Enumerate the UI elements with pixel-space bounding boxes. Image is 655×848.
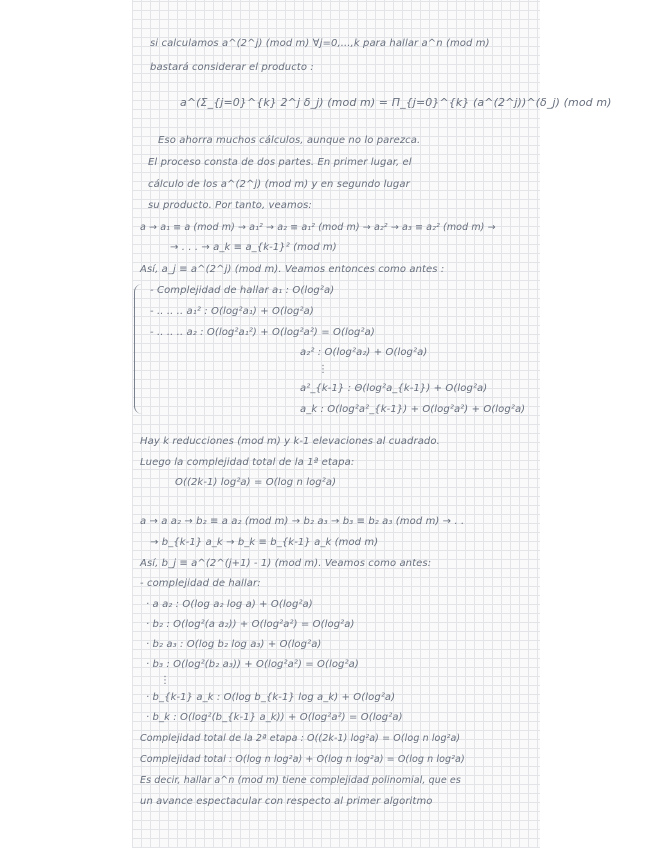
note-line: Luego la complejidad total de la 1ª etapa: [140,457,355,468]
right-margin [540,0,655,848]
note-line: → . . . → a_k ≡ a_{k-1}² (mod m) [170,242,337,253]
note-line: si calculamos a^(2^j) (mod m) ∀j=0,...,k para hallar a^n (mod m) [150,38,490,49]
note-line: bastará considerar el producto : [150,62,314,73]
note-line: - .. .. .. a₂ : O(log²a₁²) + O(log²a²) = O(log²a) [150,327,375,338]
note-line: - Complejidad de hallar a₁ : O(log²a) [150,285,335,296]
note-line: El proceso consta de dos partes. En primer lugar, el [148,157,412,168]
note-line: Hay k reducciones (mod m) y k-1 elevaciones al cuadrado. [140,436,440,447]
note-line: a → a₁ ≡ a (mod m) → a₁² → a₂ ≡ a₁² (mod m) → a₂² → a₃ ≡ a₂² (mod m) → [140,222,496,233]
note-line: Eso ahorra muchos cálculos, aunque no lo parezca. [158,135,421,146]
note-line: → b_{k-1} a_k → b_k ≡ b_{k-1} a_k (mod m) [150,537,379,548]
note-line: · b_k : O(log²(b_{k-1} a_k)) + O(log²a²) = O(log²a) [146,712,403,723]
left-margin [0,0,132,848]
note-line: · b_{k-1} a_k : O(log b_{k-1} log a_k) + O(log²a) [146,692,396,703]
vertical-dots: ⋮ [160,675,171,686]
note-line: a₂² : O(log²a₂) + O(log²a) [300,347,428,358]
vertical-dots: ⋮ [318,364,329,375]
note-line: - complejidad de hallar: [140,578,261,589]
note-line: su producto. Por tanto, veamos: [148,200,312,211]
note-line: a_k : O(log²a²_{k-1}) + O(log²a²) + O(log²a) [300,404,526,415]
note-line: cálculo de los a^(2^j) (mod m) y en segundo lugar [148,179,410,190]
note-line: - .. .. .. a₁² : O(log²a₁) + O(log²a) [150,306,314,317]
note-line: · a a₂ : O(log a₂ log a) + O(log²a) [146,599,313,610]
note-line: Así, b_j ≡ a^(2^(j+1) - 1) (mod m). Veamos como antes: [140,558,432,569]
note-line: a → a a₂ → b₂ ≡ a a₂ (mod m) → b₂ a₃ → b₃ ≡ b₂ a₃ (mod m) → . . [140,516,465,527]
note-line: Así, a_j ≡ a^(2^j) (mod m). Veamos entonces como antes : [140,264,445,275]
note-line: · b₂ a₃ : O(log b₂ log a₃) + O(log²a) [146,639,322,650]
note-line: · b₂ : O(log²(a a₂)) + O(log²a²) = O(log²a) [146,619,355,630]
note-line: Es decir, hallar a^n (mod m) tiene complejidad polinomial, que es [140,775,461,786]
formula-line: a^(Σ_{j=0}^{k} 2^j δ_j) (mod m) = Π_{j=0}^{k} (a^(2^j))^(δ_j) (mod m) [180,96,612,109]
note-line: Complejidad total : O(log n log²a) + O(log n log²a) = O(log n log²a) [140,754,465,765]
note-line: un avance espectacular con respecto al primer algoritmo [140,796,433,807]
note-line: Complejidad total de la 2ª etapa : O((2k-1) log²a) = O(log n log²a) [140,733,461,744]
note-line: · b₃ : O(log²(b₂ a₃)) + O(log²a²) = O(log²a) [146,659,359,670]
note-line: O((2k-1) log²a) = O(log n log²a) [175,477,337,488]
note-line: a²_{k-1} : Θ(log²a_{k-1}) + O(log²a) [300,383,488,394]
left-brace [134,284,145,414]
